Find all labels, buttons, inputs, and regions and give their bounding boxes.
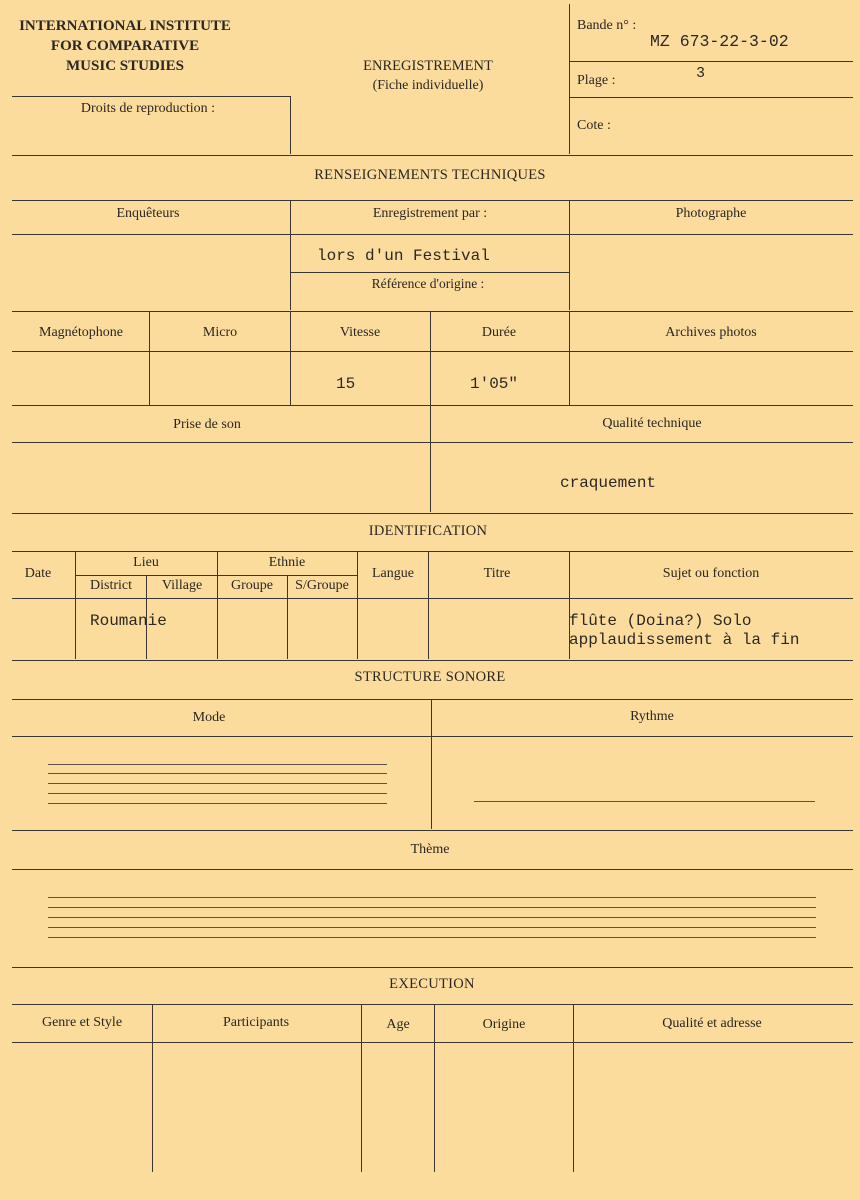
structure-section-title: STRUCTURE SONORE (354, 669, 506, 685)
technique-col-divider-5 (430, 311, 431, 405)
theme-staff-line-1 (48, 897, 816, 898)
vitesse-label: Vitesse (339, 325, 381, 340)
rights-top-line (12, 96, 290, 97)
technique-col-divider-3 (149, 311, 150, 405)
bande-value: MZ 673-22-3-02 (650, 32, 789, 51)
origine-label: Origine (482, 1017, 526, 1032)
reference-top-line (290, 272, 569, 273)
qualite-technique-label: Qualité technique (602, 416, 702, 431)
technique-col-divider-7 (430, 405, 431, 512)
exec-col-divider-4 (573, 1004, 574, 1172)
genre-label: Genre et Style (41, 1015, 123, 1030)
technique-col-divider-4 (290, 311, 291, 405)
qualite-adresse-label: Qualité et adresse (662, 1016, 762, 1031)
theme-staff-line-2 (48, 907, 816, 908)
ethnie-label: Ethnie (268, 555, 306, 570)
technique-col-divider-1 (290, 200, 291, 310)
technique-row4-line (12, 405, 853, 406)
form-title: ENREGISTREMENT (363, 58, 493, 74)
rights-right-line (290, 96, 291, 154)
execution-header-line (12, 1042, 853, 1043)
identification-title-line (12, 551, 853, 552)
plage-value: 3 (696, 65, 706, 82)
ident-col-lieu (217, 551, 218, 659)
technique-bottom-line (12, 513, 853, 514)
sujet-value-line1: flûte (Doina?) Solo (569, 612, 752, 630)
rythme-label: Rythme (630, 709, 674, 724)
magnetophone-label: Magnétophone (39, 325, 123, 340)
structure-row-line (12, 830, 853, 831)
technique-row2-line (12, 311, 853, 312)
mode-staff-line-4 (48, 793, 387, 794)
mode-staff-line-5 (48, 803, 387, 804)
technique-row3-line (12, 351, 853, 352)
prise-label: Prise de son (173, 417, 241, 432)
ident-col-ethnie (357, 551, 358, 659)
technique-header-line (12, 234, 853, 235)
theme-staff-line-4 (48, 927, 816, 928)
duree-value: 1'05" (470, 375, 519, 393)
exec-col-divider-2 (361, 1004, 362, 1172)
enregistrement-label: Enregistrement par : (372, 206, 488, 221)
identification-bottom-line (12, 660, 853, 661)
groupe-label: Groupe (231, 578, 273, 593)
theme-staff-line-5 (48, 937, 816, 938)
ident-col-date (75, 551, 76, 659)
bande-bottom-line (569, 61, 853, 62)
ident-header-bottom-line (12, 598, 853, 599)
duree-label: Durée (481, 325, 517, 340)
form-subtitle: (Fiche individuelle) (372, 78, 484, 93)
theme-header-line (12, 869, 853, 870)
vitesse-value: 15 (336, 375, 356, 393)
sujet-label: Sujet ou fonction (662, 566, 760, 581)
rythme-line (474, 801, 815, 802)
identification-section-title: IDENTIFICATION (368, 523, 488, 539)
archives-label: Archives photos (665, 325, 757, 340)
micro-label: Micro (202, 325, 238, 340)
mode-label: Mode (192, 710, 226, 725)
mode-staff-line-1 (48, 764, 387, 765)
institute-name-line2: FOR COMPARATIVE (50, 38, 200, 54)
mode-staff-line-2 (48, 773, 387, 774)
rights-label: Droits de reproduction : (80, 101, 216, 116)
village-label: Village (161, 578, 203, 593)
date-label: Date (24, 566, 52, 581)
technique-title-line (12, 200, 853, 201)
theme-label: Thème (410, 842, 450, 857)
institute-name-line3: MUSIC STUDIES (66, 58, 184, 74)
institute-name-line1: INTERNATIONAL INSTITUTE (19, 18, 231, 34)
structure-bottom-line (12, 967, 853, 968)
district-label: District (90, 578, 132, 593)
plage-bottom-line (569, 97, 853, 98)
cote-label: Cote : (577, 118, 611, 133)
ident-subheader-line (75, 575, 357, 576)
technique-row5-line (12, 442, 853, 443)
enqueteurs-label: Enquêteurs (116, 206, 180, 221)
theme-staff-line-3 (48, 917, 816, 918)
sujet-value-line2: applaudissement à la fin (569, 631, 800, 649)
header-right-divider (569, 4, 570, 154)
ident-col-groupe (287, 575, 288, 659)
technique-section-title: RENSEIGNEMENTS TECHNIQUES (314, 167, 546, 183)
lieu-label: Lieu (133, 555, 159, 570)
header-bottom-line (12, 155, 853, 156)
technique-col-divider-2 (569, 200, 570, 310)
langue-label: Langue (372, 566, 414, 581)
exec-col-divider-3 (434, 1004, 435, 1172)
participants-label: Participants (222, 1015, 290, 1030)
structure-col-divider (431, 699, 432, 829)
age-label: Age (386, 1017, 410, 1032)
exec-col-divider-1 (152, 1004, 153, 1172)
bande-label: Bande n° : (577, 18, 637, 33)
photographe-label: Photographe (675, 206, 747, 221)
mode-staff-line-3 (48, 783, 387, 784)
execution-title-line (12, 1004, 853, 1005)
structure-header-line (12, 736, 853, 737)
reference-label: Référence d'origine : (371, 276, 485, 291)
lieu-value: Roumanie (90, 612, 167, 630)
ident-col-langue (428, 551, 429, 659)
plage-label: Plage : (577, 73, 616, 88)
technique-col-divider-6 (569, 311, 570, 405)
titre-label: Titre (483, 566, 511, 581)
enregistrement-value: lors d'un Festival (317, 247, 490, 265)
structure-title-line (12, 699, 853, 700)
sgroupe-label: S/Groupe (295, 578, 349, 593)
execution-section-title: EXECUTION (389, 976, 475, 992)
qualite-technique-value: craquement (560, 474, 657, 492)
